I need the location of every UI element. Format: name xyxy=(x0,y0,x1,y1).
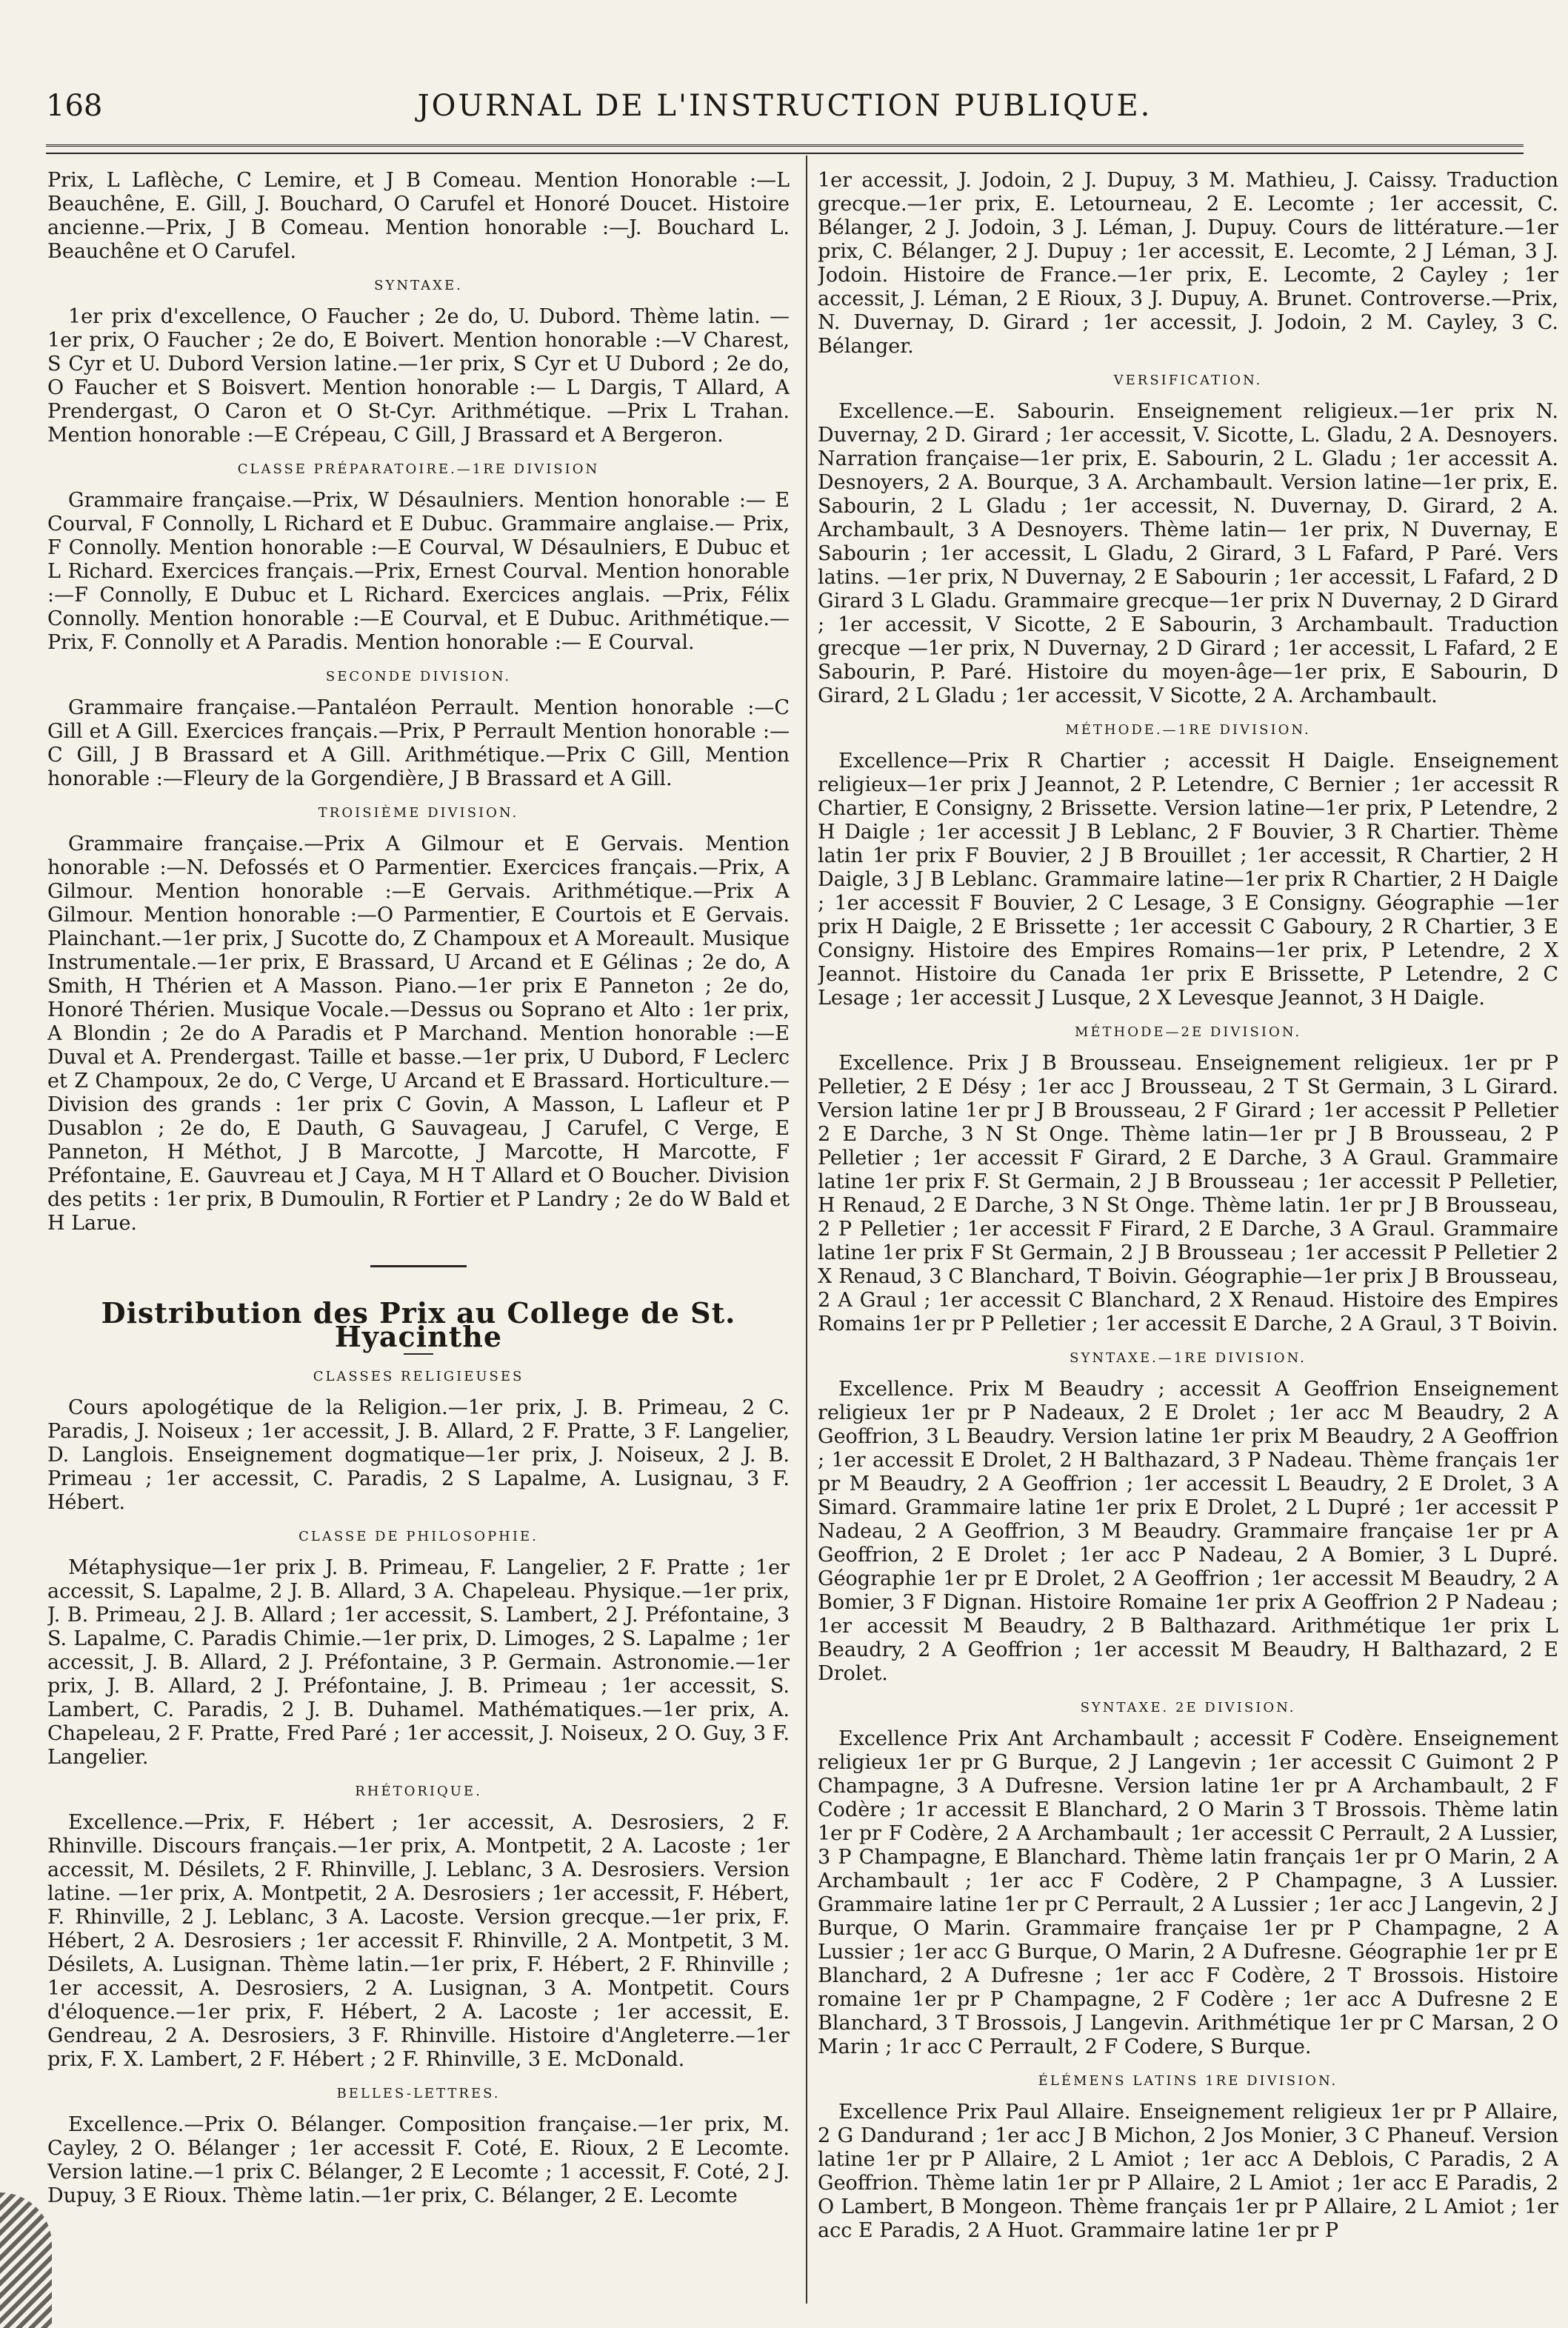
paragraph: Excellence.—E. Sabourin. Enseignement religieux.—1er prix N. Duvernay, 2 D. Girard ; 1er accessit, V. Sicotte, L. Gladu, 2 A. Desnoyers. Narration française—1er prix, E. Sabourin, 2 L. Gladu ; 1er accessit A. Desnoyers, 2 A. Bourque, 3 A. Archambault. Version latine—1er prix, E. Sabourin, 2 L Gladu ; 1er accessit, N. Duvernay, D. Girard, 2 A. Archambault, 3 A Desnoyers. Thème latin— 1er prix, N Duvernay, E Sabourin ; 1er accessit, L Gladu, 2 Girard, 3 L Fafard, P Paré. Vers latins. —1er prix, N Duvernay, 2 E Sabourin ; 1er accessit, L Fafard, 2 D Girard 3 L Gladu. Grammaire grecque—1er prix N Duvernay, 2 D Girard ; 1er accessit, V Sicotte, 2 E Sabourin, 3 Archambault. Traduction grecque —1er prix, N Duvernay, 2 D Girard ; 1er accessit, L Fafard, 2 E Sabourin, P. Paré. Histoire du moyen-âge—1er prix, E Sabourin, D Girard, 2 L Gladu ; 1er accessit, V Sicotte, 2 A. Archambault. xyxy=(818,400,1558,707)
paragraph: Grammaire française.—Pantaléon Perrault. Mention honorable :—C Gill et A Gill. Exercices français.—Prix, P Perrault Mention honorable :—C Gill, J B Brassard et A Gill. Arithmétique.—Prix C Gill, Mention honorable :—Fleury de la Gorgendière, J B Brassard et A Gill. xyxy=(47,696,790,790)
paragraph: Excellence. Prix J B Brousseau. Enseignement religieux. 1er pr P Pelletier, 2 E Désy ; 1er acc J Brousseau, 2 T St Germain, 3 L Girard. Version latine 1er pr J B Brousseau, 2 F Girard ; 1er accessit P Pelletier 2 E Darche, 3 N St Onge. Thème latin—1er pr J B Brousseau, 2 P Pelletier ; 1er accessit F Girard, 2 E Darche, 3 A Graul. Grammaire latine 1er prix F. St Germain, 2 J B Brousseau ; 1er accessit P Pelletier, H Renaud, 2 E Darche, 3 N St Onge. Thème latin. 1er pr J B Brousseau, 2 P Pelletier ; 1er accessit F Firard, 2 E Darche, 3 A Graul. Grammaire latine 1er prix F St Germain, 2 J B Brousseau ; 1er accessit P Pelletier 2 X Renaud, 3 C Blanchard, T Boivin. Géographie—1er prix J B Brousseau, 2 A Graul ; 1er accessit C Blanchard, 2 X Renaud. Histoire des Empires Romains 1er pr P Pelletier ; 1er accessit E Darche, 2 A Graul, 3 T Boivin. xyxy=(818,1052,1558,1335)
title-dash xyxy=(404,1353,433,1355)
article-title: Distribution des Prix au College de St. Hyacinthe xyxy=(101,1296,736,1353)
paragraph: Cours apologétique de la Religion.—1er prix, J. B. Primeau, 2 C. Paradis, J. Noiseux ; 1er accessit, J. B. Allard, 2 F. Pratte, 3 F. Langelier, D. Langlois. Enseignement dogmatique—1er prix, J. Noiseux, 2 J. B. Primeau ; 1er accessit, C. Paradis, 2 S Lapalme, A. Lusignau, 3 F. Hébert. xyxy=(47,1396,790,1514)
section-heading: CLASSE DE PHILOSOPHIE. xyxy=(298,1529,538,1544)
paragraph: Excellence.—Prix, F. Hébert ; 1er accessit, A. Desrosiers, 2 F. Rhinville. Discours français.—1er prix, A. Montpetit, 2 A. Lacoste ; 1er accessit, M. Désilets, 2 F. Rhinville, J. Leblanc, 3 A. Desrosiers. Version latine. —1er prix, A. Montpetit, 2 A. Desrosiers ; 1er accessit, F. Hébert, F. Rhinville, 2 J. Leblanc, 3 A. Lacoste. Version grecque.—1er prix, F. Hébert, 2 A. Desrosiers ; 1er accessit F. Rhinville, 2 A. Montpetit, 3 M. Désilets, A. Lusignan. Thème latin.—1er prix, F. Hébert, 2 F. Rhinville ; 1er accessit, A. Desrosiers, 2 A. Lusignan, 3 A. Montpetit. Cours d'éloquence.—1er prix, F. Hébert, 2 A. Lacoste ; 1er accessit, E. Gendreau, 2 A. Desrosiers, 3 F. Rhinville. Histoire d'Angleterre.—1er prix, F. X. Lambert, 2 F. Hébert ; 2 F. Rhinville, 3 E. McDonald. xyxy=(47,1811,790,2071)
paragraph: Excellence Prix Paul Allaire. Enseignement religieux 1er pr P Allaire, 2 G Dandurand ; 1er acc J B Michon, 2 Jos Monier, 3 C Phaneuf. Version latine 1er pr P Allaire, 2 L Amiot ; 1er acc A Deblois, C Paradis, 2 A Geoffrion. Thème latin 1er pr P Allaire, 2 L Amiot ; 1er acc E Paradis, 2 O Lambert, B Mongeon. Thème français 1er pr P Allaire, 2 L Amiot ; 1er acc E Paradis, 2 A Huot. Grammaire latine 1er pr P xyxy=(818,2101,1558,2242)
column-separator xyxy=(806,156,807,2304)
header-rule-secondary xyxy=(46,153,1524,154)
paragraph: Grammaire française.—Prix A Gilmour et E Gervais. Mention honorable :—N. Defossés et O Parmentier. Exercices français.—Prix, A Gilmour. Mention honorable :—E Gervais. Arithmétique.—Prix A Gilmour. Mention honorable :—O Parmentier, E Courtois et E Gervais. Plainchant.—1er prix, J Sucotte do, Z Champoux et A Moreault. Musique Instrumentale.—1er prix, E Brassard, U Arcand et E Gélinas ; 2e do, A Smith, H Thérien et A Masson. Piano.—1er prix E Panneton ; 2e do, Honoré Thérien. Musique Vocale.—Dessus ou Soprano et Alto : 1er prix, A Blondin ; 2e do A Paradis et P Marchand. Mention honorable :—E Duval et A. Prendergast. Taille et basse.—1er prix, U Dubord, F Leclerc et Z Champoux, 2e do, C Verge, U Arcand et E Brassard. Horticulture.—Division des grands : 1er prix C Govin, A Masson, L Lafleur et P Dusablon ; 2e do, E Dauth, G Sauvageau, J Carufel, C Verge, E Panneton, H Méthot, J B Marcotte, J Marcotte, H Marcotte, F Préfontaine, E. Gauvreau et J Caya, M H T Allard et O Boucher. Division des petits : 1er prix, B Dumoulin, R Fortier et P Landry ; 2e do W Bald et H Larue. xyxy=(47,833,790,1235)
section-heading: SECONDE DIVISION. xyxy=(325,669,512,684)
section-divider xyxy=(370,1265,467,1267)
section-heading: CLASSE PRÉPARATOIRE.—1RE DIVISION xyxy=(237,461,600,477)
paragraph: Excellence. Prix M Beaudry ; accessit A Geoffrion Enseignement religieux 1er pr P Nadeaux, 2 E Drolet ; 1er acc M Beaudry, 2 A Geoffrion, 3 L Beaudry. Version latine 1er prix M Beaudry, 2 A Geoffrion ; 1er accessit E Drolet, 2 H Balthazard, 3 P Nadeau. Thème français 1er pr M Beaudry, 2 A Geoffrion ; 1er accessit L Beaudry, 2 E Drolet, 3 A Simard. Grammaire latine 1er prix E Drolet, 2 L Dupré ; 1er accessit P Nadeau, 2 A Geoffrion, 3 M Beaudry. Grammaire française 1er pr A Geoffrion, 2 E Drolet ; 1er acc P Nadeau, 2 A Bomier, 3 L Dupré. Géographie 1er pr E Drolet, 2 A Geoffrion ; 1er accessit M Beaudry, 2 A Bomier, 3 F Dignan. Histoire Romaine 1er prix A Geoffrion 2 P Nadeau ; 1er accessit M Beaudry, 2 B Balthazard. Arithmétique 1er prix L Beaudry, 2 A Geoffrion ; 1er accessit M Beaudry, H Balthazard, 2 E Drolet. xyxy=(818,1378,1558,1685)
journal-title: JOURNAL DE L'INSTRUCTION PUBLIQUE. xyxy=(417,89,1152,123)
section-heading: SYNTAXE. xyxy=(374,278,463,293)
paragraph: Excellence—Prix R Chartier ; accessit H Daigle. Enseignement religieux—1er prix J Jeannot, 2 P. Letendre, C Bernier ; 1er accessit R Chartier, E Consigny, 2 Brissette. Version latine—1er prix, P Letendre, 2 H Daigle ; 1er accessit J B Leblanc, 2 F Bouvier, 3 R Chartier. Thème latin 1er prix F Bouvier, 2 J B Brouillet ; 1er accessit, R Chartier, 2 H Daigle, 3 J B Leblanc. Grammaire latine—1er prix R Chartier, 2 H Daigle ; 1er accessit F Bouvier, 2 C Lesage, 3 E Consigny. Géographie —1er prix H Daigle, 2 E Brissette ; 1er accessit C Gaboury, 2 R Chartier, 3 E Consigny. Histoire des Empires Romains—1er prix, P Letendre, 2 X Jeannot. Histoire du Canada 1er prix E Brissette, P Letendre, 2 C Lesage ; 1er accessit J Lusque, 2 X Levesque Jeannot, 3 H Daigle. xyxy=(818,750,1558,1010)
paragraph: 1er accessit, J. Jodoin, 2 J. Dupuy, 3 M. Mathieu, J. Caissy. Traduction grecque.—1er prix, E. Letourneau, 2 E. Lecomte ; 1er accessit, C. Bélanger, 2 J. Jodoin, 3 J. Léman, J. Dupuy. Cours de littérature.—1er prix, C. Bélanger, 2 J. Dupuy ; 1er accessit, E. Lecomte, 2 J Léman, 3 J. Jodoin. Histoire de France.—1er prix, E. Lecomte, 2 Cayley ; 1er accessit, J. Léman, 2 E Rioux, 3 J. Dupuy, A. Brunet. Controverse.—Prix, N. Duvernay, D. Girard ; 1er accessit, J. Jodoin, 2 M. Cayley, 3 C. Bélanger. xyxy=(818,169,1558,358)
right-column xyxy=(818,169,1558,2302)
section-heading: ÉLÉMENS LATINS 1RE DIVISION. xyxy=(1038,2073,1338,2089)
page-header xyxy=(46,89,1524,133)
section-heading: MÉTHODE.—1RE DIVISION. xyxy=(1065,722,1311,738)
page-number: 168 xyxy=(46,89,103,123)
paragraph: Grammaire française.—Prix, W Désaulniers. Mention honorable :— E Courval, F Connolly, L Richard et E Dubuc. Grammaire anglaise.— Prix, F Connolly. Mention honorable :—E Courval, W Désaulniers, E Dubuc et L Richard. Exercices français.—Prix, Ernest Courval. Mention honorable :—F Connolly, E Dubuc et L Richard. Exercices anglais. —Prix, Félix Connolly. Mention honorable :—E Courval, et E Dubuc. Arithmétique.—Prix, F. Connolly et A Paradis. Mention honorable :— E Courval. xyxy=(47,489,790,654)
section-heading: RHÉTORIQUE. xyxy=(355,1784,482,1799)
paragraph: 1er prix d'excellence, O Faucher ; 2e do, U. Dubord. Thème latin. — 1er prix, O Faucher ; 2e do, E Boivert. Mention honorable :—V Charest, S Cyr et U. Dubord Version latine.—1er prix, S Cyr et U Dubord ; 2e do, O Faucher et S Boisvert. Mention honorable :— L Dargis, T Allard, A Prendergast, O Caron et O St-Cyr. Arithmétique. —Prix L Trahan. Mention honorable :—E Crépeau, C Gill, J Brassard et A Bergeron. xyxy=(47,305,790,447)
paragraph: Prix, L Laflèche, C Lemire, et J B Comeau. Mention Honorable :—L Beauchêne, E. Gill, J. Bouchard, O Carufel et Honoré Doucet. Histoire ancienne.—Prix, J B Comeau. Mention honorable :—J. Bouchard L. Beauchêne et O Carufel. xyxy=(47,169,790,263)
section-heading: SYNTAXE.—1RE DIVISION. xyxy=(1070,1350,1307,1366)
scan-corner-ornament xyxy=(0,2192,52,2328)
header-rule xyxy=(46,144,1524,147)
section-heading: MÉTHODE—2E DIVISION. xyxy=(1074,1024,1302,1040)
left-column xyxy=(47,169,790,2302)
section-heading: CLASSES RELIGIEUSES xyxy=(313,1369,524,1384)
paragraph: Excellence Prix Ant Archambault ; accessit F Codère. Enseignement religieux 1er pr G Burque, 2 J Langevin ; 1er accessit C Guimont 2 P Champagne, 3 A Dufresne. Version latine 1er pr A Archambault, 2 F Codère ; 1r accessit E Blanchard, 2 O Marin 3 T Brossois. Thème latin 1er pr F Codère, 2 A Archambault ; 1er accessit C Perrault, 2 A Lussier, 3 P Champagne, E Blanchard. Thème latin français 1er pr O Marin, 2 A Archambault ; 1er acc F Codère, 2 P Champagne, 3 A Lussier. Grammaire latine 1er pr C Perrault, 2 A Lussier ; 1er acc J Langevin, 2 J Burque, O Marin. Grammaire française 1er pr P Champagne, 2 A Lussier ; 1er acc G Burque, O Marin, 2 A Dufresne. Géographie 1er pr E Blanchard, 2 A Dufresne ; 1er acc F Codère, 2 T Brossois. Histoire romaine 1er pr P Champagne, 2 F Codère ; 1er acc A Dufresne 2 E Blanchard, 3 T Brossois, J Langevin. Arithmétique 1er pr C Marsan, 2 O Marin ; 1r acc C Perrault, 2 F Codere, S Burque. xyxy=(818,1727,1558,2058)
section-heading: VERSIFICATION. xyxy=(1113,373,1263,388)
paragraph: Excellence.—Prix O. Bélanger. Composition française.—1er prix, M. Cayley, 2 O. Bélanger ; 1er accessit F. Coté, E. Rioux, 2 E Lecomte. Version latine.—1 prix C. Bélanger, 2 E Lecomte ; 1 accessit, F. Coté, 2 J. Dupuy, 3 E Rioux. Thème latin.—1er prix, C. Bélanger, 2 E. Lecomte xyxy=(47,2113,790,2207)
section-heading: TROISIÈME DIVISION. xyxy=(318,805,519,821)
section-heading: SYNTAXE. 2E DIVISION. xyxy=(1080,1700,1296,1715)
section-heading: BELLES-LETTRES. xyxy=(336,2086,501,2101)
paragraph: Métaphysique—1er prix J. B. Primeau, F. Langelier, 2 F. Pratte ; 1er accessit, S. Lapalme, 2 J. B. Allard, 3 A. Chapeleau. Physique.—1er prix, J. B. Primeau, 2 J. B. Allard ; 1er accessit, S. Lambert, 2 J. Préfontaine, 3 S. Lapalme, C. Paradis Chimie.—1er prix, D. Limoges, 2 S. Lapalme ; 1er accessit, J. B. Allard, 2 J. Préfontaine, 3 P. Germain. Astronomie.—1er prix, J. B. Allard, 2 J. Préfontaine, J. B. Primeau ; 1er accessit, S. Lambert, C. Paradis, 2 J. B. Duhamel. Mathématiques.—1er prix, A. Chapeleau, 2 F. Pratte, Fred Paré ; 1er accessit, J. Noiseux, 2 O. Guy, 3 F. Langelier. xyxy=(47,1556,790,1769)
